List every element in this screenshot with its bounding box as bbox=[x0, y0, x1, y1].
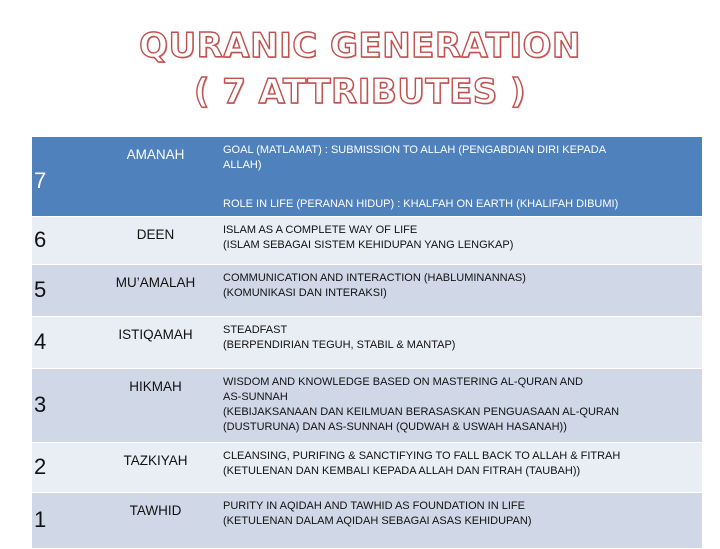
attribute-name: MU’AMALAH bbox=[115, 274, 196, 290]
attribute-row bbox=[32, 442, 702, 492]
attribute-row bbox=[32, 216, 702, 264]
role-in-life-text: ROLE IN LIFE (PERANAN HIDUP) : KHALFAH ON EARTH (KHALIFAH DIBUMI) bbox=[223, 197, 619, 210]
description-line: ALLAH) bbox=[223, 159, 262, 171]
description-line: AS-SUNNAH bbox=[223, 390, 288, 403]
description-line: (KOMUNIKASI DAN INTERAKSI) bbox=[223, 286, 387, 299]
attribute-name: TAZKIYAH bbox=[123, 452, 188, 468]
attribute-name: AMANAH bbox=[126, 147, 185, 162]
description-line: (KETULENAN DALAM AQIDAH SEBAGAI ASAS KEHIDUPAN) bbox=[223, 514, 532, 527]
attributes-table bbox=[32, 137, 702, 549]
description-line: (ISLAM SEBAGAI SISTEM KEHIDUPAN YANG LENGKAP) bbox=[223, 238, 514, 251]
attribute-row bbox=[32, 264, 702, 316]
attribute-name: HIKMAH bbox=[129, 378, 182, 394]
attribute-description bbox=[223, 493, 702, 529]
attribute-description bbox=[223, 217, 702, 253]
description-line: PURITY IN AQIDAH AND TAWHID AS FOUNDATION IN LIFE bbox=[223, 499, 525, 512]
attribute-row bbox=[32, 137, 702, 216]
description-line: (DUSTURUNA) DAN AS-SUNNAH (QUDWAH & USWAH HASANAH)) bbox=[223, 420, 567, 433]
attribute-number: 4 bbox=[32, 316, 92, 368]
attribute-number: 3 bbox=[32, 368, 92, 442]
attribute-number: 2 bbox=[32, 442, 92, 492]
slide-title: QURANIC GENERATION bbox=[139, 26, 581, 66]
description-line: (BERPENDIRIAN TEGUH, STABIL & MANTAP) bbox=[223, 338, 456, 351]
slide-subtitle: ( 7 ATTRIBUTES ) bbox=[193, 72, 527, 112]
description-line: (KEBIJAKSANAAN DAN KEILMUAN BERASASKAN PENGUASAAN AL-QURAN bbox=[223, 405, 620, 418]
attribute-name: TAWHID bbox=[129, 502, 182, 518]
description-line: GOAL (MATLAMAT) : SUBMISSION TO ALLAH (PENGABDIAN DIRI KEPADA bbox=[223, 144, 607, 156]
attribute-number: 5 bbox=[32, 264, 92, 316]
description-line: ISLAM AS A COMPLETE WAY OF LIFE bbox=[223, 223, 418, 236]
attribute-row bbox=[32, 316, 702, 368]
attribute-number: 6 bbox=[32, 216, 92, 264]
attribute-description bbox=[223, 137, 702, 173]
attribute-description bbox=[223, 265, 702, 301]
description-line: (KETULENAN DAN KEMBALI KEPADA ALLAH DAN FITRAH (TAUBAH)) bbox=[223, 464, 581, 477]
attribute-description bbox=[223, 317, 702, 353]
attribute-number: 1 bbox=[32, 492, 92, 548]
attribute-row bbox=[32, 368, 702, 442]
attribute-number: 7 bbox=[32, 137, 92, 216]
description-line: STEADFAST bbox=[223, 323, 288, 336]
description-line: CLEANSING, PURIFING & SANCTIFYING TO FALL BACK TO ALLAH & FITRAH bbox=[223, 449, 621, 462]
description-line: WISDOM AND KNOWLEDGE BASED ON MASTERING AL-QURAN AND bbox=[223, 375, 583, 388]
description-line: COMMUNICATION AND INTERACTION (HABLUMINANNAS) bbox=[223, 271, 526, 284]
attribute-description bbox=[223, 443, 702, 479]
attribute-description bbox=[223, 369, 702, 435]
attribute-name: ISTIQAMAH bbox=[118, 326, 193, 342]
attribute-name: DEEN bbox=[136, 226, 175, 242]
